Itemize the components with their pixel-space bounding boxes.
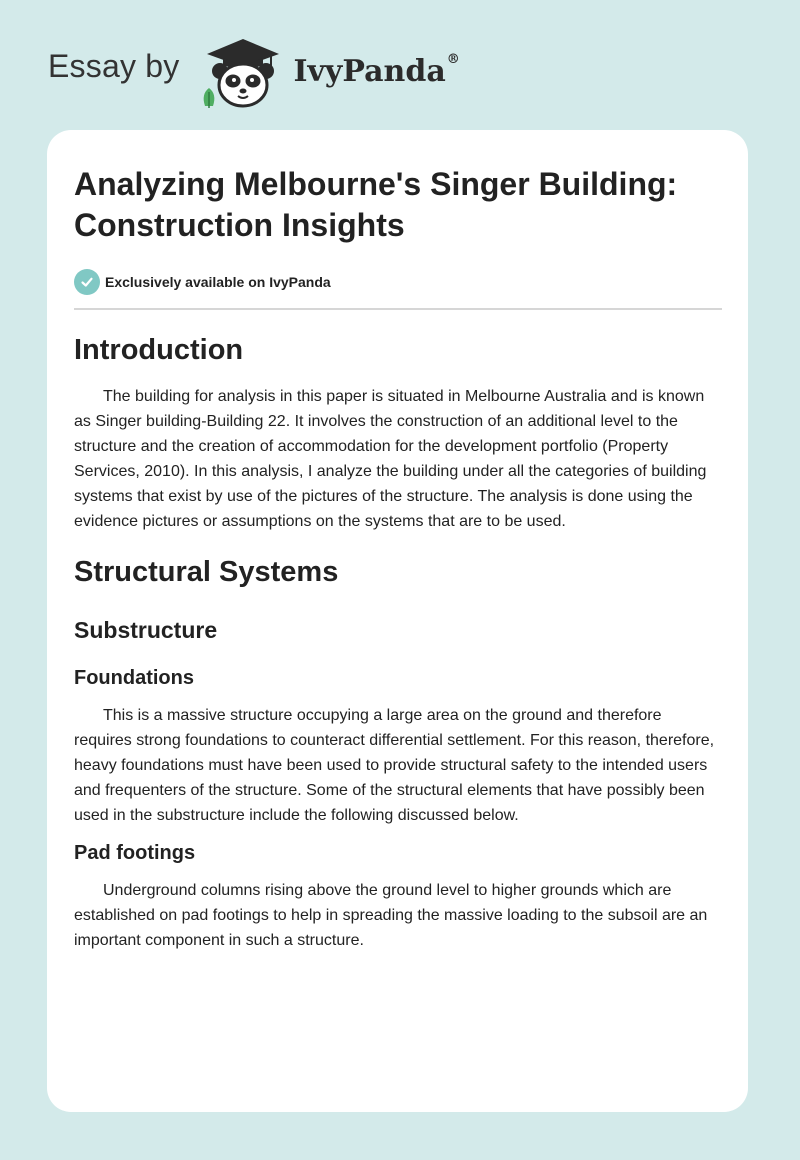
heading-foundations: Foundations [74,667,194,689]
heading-structural-systems: Structural Systems [74,556,339,588]
page-title: Analyzing Melbourne's Singer Building: Construction Insights [74,166,678,243]
check-circle-icon [74,269,100,295]
heading-pad-footings: Pad footings [74,842,196,864]
brand-prefix: Essay by [48,47,180,84]
paragraph-introduction: The building for analysis in this paper is situated in Melbourne Australia and is known as Singer building-Building 22. It involves the construction of an additional level to the structure and the creation of accommodation for the development portfolio (Property Services, 2010). In this analysis, I analyze the building under all the categories of building systems that exist by use of the pictures of the structure. The analysis is done using the evidence pictures or assumptions on the systems that are to be used. [74,388,707,530]
essay-card [47,130,748,1112]
brand-name[interactable]: IvyPanda® [293,51,460,89]
heading-introduction: Introduction [74,334,244,366]
paragraph-pad-footings: Underground columns rising above the ground level to higher grounds which are established on pad footings to help in spreading the massive loading to the subsoil are an important component in such a structure. [74,882,708,949]
panda-logo-icon[interactable] [197,30,287,110]
divider [74,308,722,310]
exclusive-label: Exclusively available on IvyPanda [105,274,331,290]
heading-substructure: Substructure [74,617,218,643]
brand-header [48,30,460,110]
registered-mark: ® [446,51,460,67]
exclusive-badge [74,268,722,296]
paragraph-foundations: This is a massive structure occupying a large area on the ground and therefore requires strong foundations to counteract differential settlement. For this reason, therefore, heavy foundations must have been used to provide structural safety to the intended users and frequenters of the structure. Some of the structural elements that have possibly been used in the substructure include the following discussed below. [74,707,715,824]
